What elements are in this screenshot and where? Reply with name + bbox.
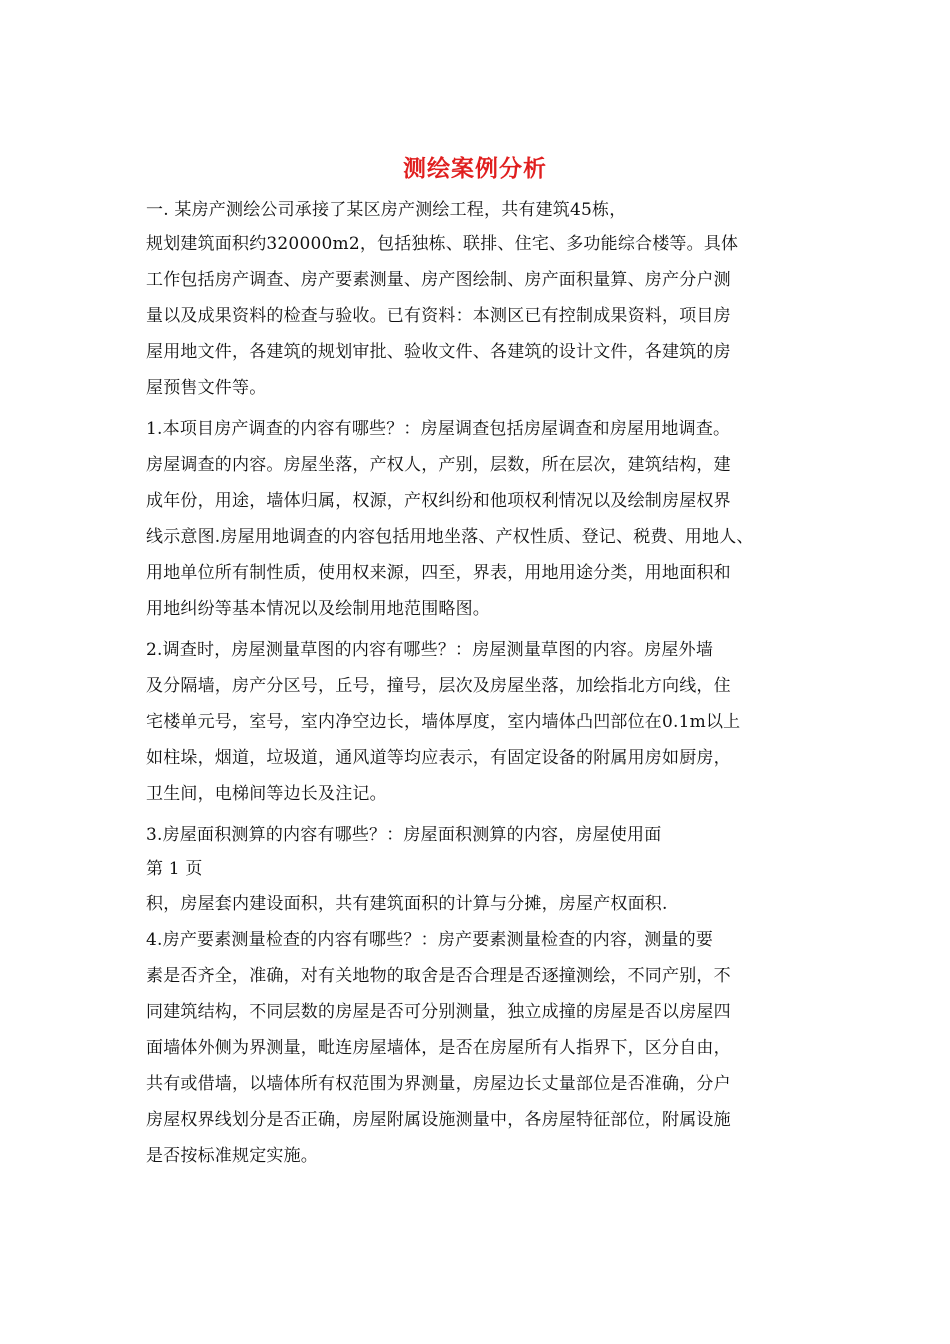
text-line-7: 1.本项目房产调查的内容有哪些？：房屋调查包括房屋调查和房屋用地调查。 xyxy=(146,419,731,439)
text-line-23: 面墙体外侧为界测量，毗连房屋墙体，是否在房屋所有人指界下，区分自由， xyxy=(146,1038,731,1058)
text-line-11: 用地单位所有制性质，使用权来源，四至，界表，用地用途分类，用地面积和 xyxy=(146,563,731,583)
text-line-12: 用地纠纷等基本情况以及绘制用地范围略图。 xyxy=(146,599,490,619)
text-line-8: 房屋调查的内容。房屋坐落，产权人，产别，层数，所在层次，建筑结构，建 xyxy=(146,455,731,475)
text-line-25: 房屋权界线划分是否正确，房屋附属设施测量中，各房屋特征部位，附属设施 xyxy=(146,1110,731,1130)
text-line-19: 积，房屋套内建设面积，共有建筑面积的计算与分摊，房屋产权面积. xyxy=(146,894,668,914)
page-number: 第 1 页 xyxy=(146,859,203,879)
text-line-6: 屋预售文件等。 xyxy=(146,378,267,398)
text-line-14: 及分隔墙，房产分区号，丘号，撞号，层次及房屋坐落，加绘指北方向线，住 xyxy=(146,676,731,696)
text-line-20: 4.房产要素测量检查的内容有哪些？：房产要素测量检查的内容，测量的要 xyxy=(146,930,714,950)
text-line-24: 共有或借墙，以墙体所有权范围为界测量，房屋边长丈量部位是否准确，分户 xyxy=(146,1074,731,1094)
text-line-22: 同建筑结构，不同层数的房屋是否可分别测量，独立成撞的房屋是否以房屋四 xyxy=(146,1002,731,1022)
text-line-1: 一. 某房产测绘公司承接了某区房产测绘工程，共有建筑45栋， xyxy=(146,200,627,220)
text-line-18: 3.房屋面积测算的内容有哪些？：房屋面积测算的内容，房屋使用面 xyxy=(146,825,662,845)
text-line-10: 线示意图.房屋用地调查的内容包括用地坐落、产权性质、登记、税费、用地人、 xyxy=(146,527,754,547)
text-line-16: 如柱垛，烟道，垃圾道，通风道等均应表示，有固定设备的附属用房如厨房， xyxy=(146,748,731,768)
text-line-17: 卫生间，电梯间等边长及注记。 xyxy=(146,784,387,804)
document-title: 测绘案例分析 xyxy=(403,156,547,182)
text-line-9: 成年份，用途，墙体归属，权源，产权纠纷和他项权利情况以及绘制房屋权界 xyxy=(146,491,731,511)
text-line-13: 2.调查时，房屋测量草图的内容有哪些？：房屋测量草图的内容。房屋外墙 xyxy=(146,640,714,660)
text-line-2: 规划建筑面积约320000m2，包括独栋、联排、住宅、多功能综合楼等。具体 xyxy=(146,234,739,254)
text-line-5: 屋用地文件，各建筑的规划审批、验收文件、各建筑的设计文件，各建筑的房 xyxy=(146,342,731,362)
text-line-15: 宅楼单元号，室号，室内净空边长，墙体厚度，室内墙体凸凹部位在0.1m以上 xyxy=(146,712,741,732)
text-line-26: 是否按标准规定实施。 xyxy=(146,1146,318,1166)
text-line-21: 素是否齐全，准确，对有关地物的取舍是否合理是否逐撞测绘，不同产别，不 xyxy=(146,966,731,986)
text-line-3: 工作包括房产调查、房产要素测量、房产图绘制、房产面积量算、房产分户测 xyxy=(146,270,731,290)
text-line-4: 量以及成果资料的检查与验收。已有资料：本测区已有控制成果资料，项目房 xyxy=(146,306,731,326)
